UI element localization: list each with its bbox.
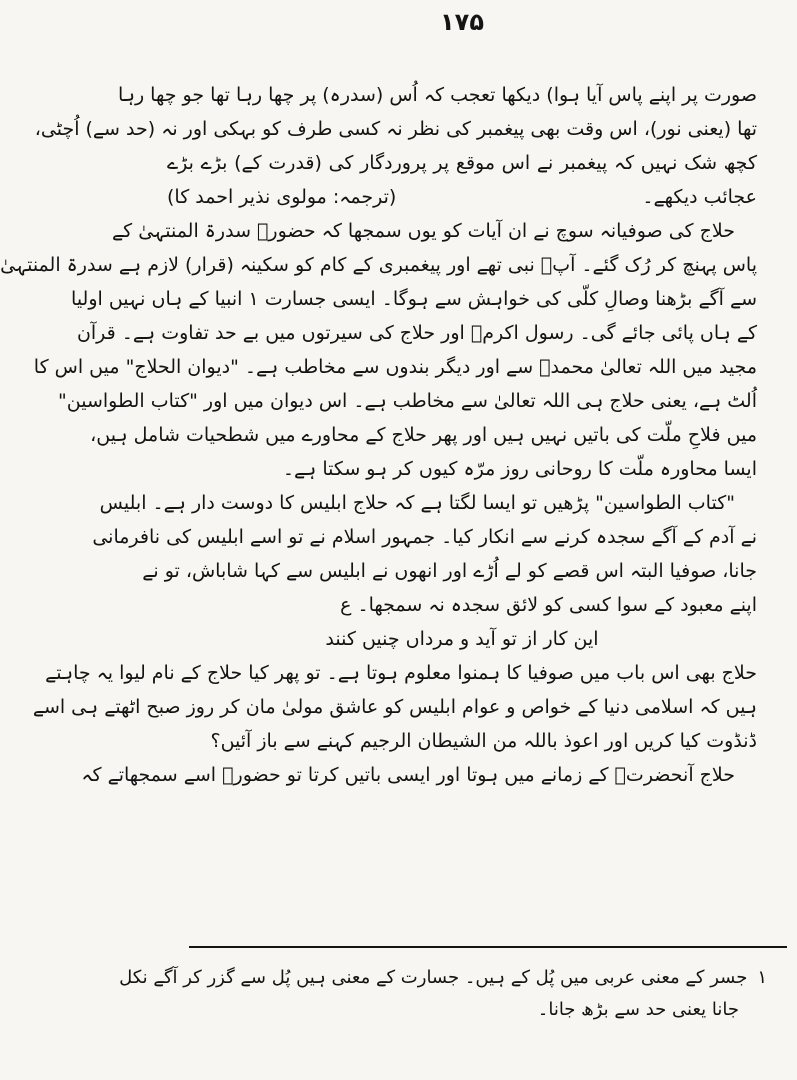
paragraph-start: حلاج آنحضرتؐ کے زمانے میں ہوتا اور ایسی باتیں کرتا تو حضورؐ اسے سمجھاتے کہ — [81, 764, 735, 786]
text-line-end: عجائب دیکھے۔ — [642, 186, 757, 208]
footnote — [119, 962, 767, 1026]
text-line: پاس پہنچ کر رُک گئے۔ آپؐ نبی تھے اور پیغمبری کے کام کو سکینہ (قرار) لازم ہے سدرۃ المنتہیٰ — [0, 254, 757, 276]
footnote-marker: ۱ — [757, 967, 767, 988]
text-line: جانا، صوفیا البتہ اس قصے کو لے اُڑے اور انھوں نے ابلیس سے کہا شاباش، تو نے — [142, 560, 757, 582]
text-line: صورت پر اپنے پاس آیا ہوا) دیکھا تعجب کہ اُس (سدرہ) پر چھا رہا تھا جو چھا رہا — [118, 84, 757, 106]
text-line: نے آدم کے آگے سجدہ کرنے سے انکار کیا۔ جمہور اسلام نے تو اسے ابلیس کی نافرمانی — [92, 526, 757, 548]
text-line: ہیں کہ اسلامی دنیا کے خواص و عوام ابلیس کو عاشق مولیٰ مان کر روز صبح اٹھتے ہی اسے — [32, 696, 757, 718]
page-number: ۱۷۵ — [440, 8, 484, 36]
text-line — [167, 180, 757, 214]
text-line: اُلٹ ہے، یعنی حلاج ہی اللہ تعالیٰ سے مخاطب ہے۔ اس دیوان میں اور "کتاب الطواسین" — [58, 390, 757, 412]
text-line: اپنے معبود کے سوا کسی کو لائق سجدہ نہ سمجھا۔ ع — [340, 594, 757, 616]
footnote-line: جانا یعنی حد سے بڑھ جانا۔ — [537, 999, 739, 1020]
paragraph-start: حلاج کی صوفیانہ سوچ نے ان آیات کو یوں سمجھا کہ حضورؐ سدرۃ المنتہیٰ کے — [112, 220, 735, 242]
text-line: ڈنڈوت کیا کریں اور اعوذ باللہ من الشیطان الرجیم کہنے سے باز آئیں؟ — [210, 730, 757, 752]
text-line: مجید میں اللہ تعالیٰ محمدؐ سے اور دیگر بندوں سے مخاطب ہے۔ "دیوان الحلاج" میں اس کا — [33, 356, 757, 378]
footnote-divider — [189, 946, 787, 948]
text-line: ایسا محاورہ ملّت کا روحانی روز مرّہ کیوں کر ہو سکتا ہے۔ — [282, 458, 757, 480]
text-line: حلاج بھی اس باب میں صوفیا کا ہمنوا معلوم ہوتا ہے۔ تو پھر کیا حلاج کے نام لیوا یہ چاہتے — [45, 662, 757, 684]
footnote-line — [119, 962, 767, 994]
paragraph-start: "کتاب الطواسین" پڑھیں تو ایسا لگتا ہے کہ حلاج ابلیس کا دوست دار ہے۔ ابلیس — [99, 492, 735, 514]
text-line: تھا (یعنی نور)، اس وقت بھی پیغمبر کی نظر نہ کسی طرف کو بہکی اور نہ (حد سے) اُچٹی، — [34, 118, 757, 140]
footnote-text: جسر کے معنی عربی میں پُل کے ہیں۔ جسارت کے معنی ہیں پُل سے گزر کر آگے نکل — [119, 967, 748, 988]
translation-credit: (ترجمہ: مولوی نذیر احمد کا) — [167, 186, 397, 208]
main-text — [0, 78, 757, 792]
text-line: کچھ شک نہیں کہ پیغمبر نے اس موقع پر پروردگار کی (قدرت کے) بڑے بڑے — [167, 152, 757, 174]
text-line: کے ہاں پائی جائے گی۔ رسول اکرمؐ اور حلاج کی سیرتوں میں بے حد تفاوت ہے۔ قرآن — [76, 322, 757, 344]
persian-verse: این کار از تو آید و مرداں چنیں کنند — [325, 628, 599, 650]
text-line: میں فلاحِ ملّت کی باتیں نہیں ہیں اور پھر حلاج کے محاورے میں شطحیات شامل ہیں، — [90, 424, 757, 446]
text-line: سے آگے بڑھنا وصالِ کلّی کی خواہش سے ہوگا۔ ایسی جسارت ۱ انبیا کے ہاں نہیں اولیا — [71, 288, 757, 310]
